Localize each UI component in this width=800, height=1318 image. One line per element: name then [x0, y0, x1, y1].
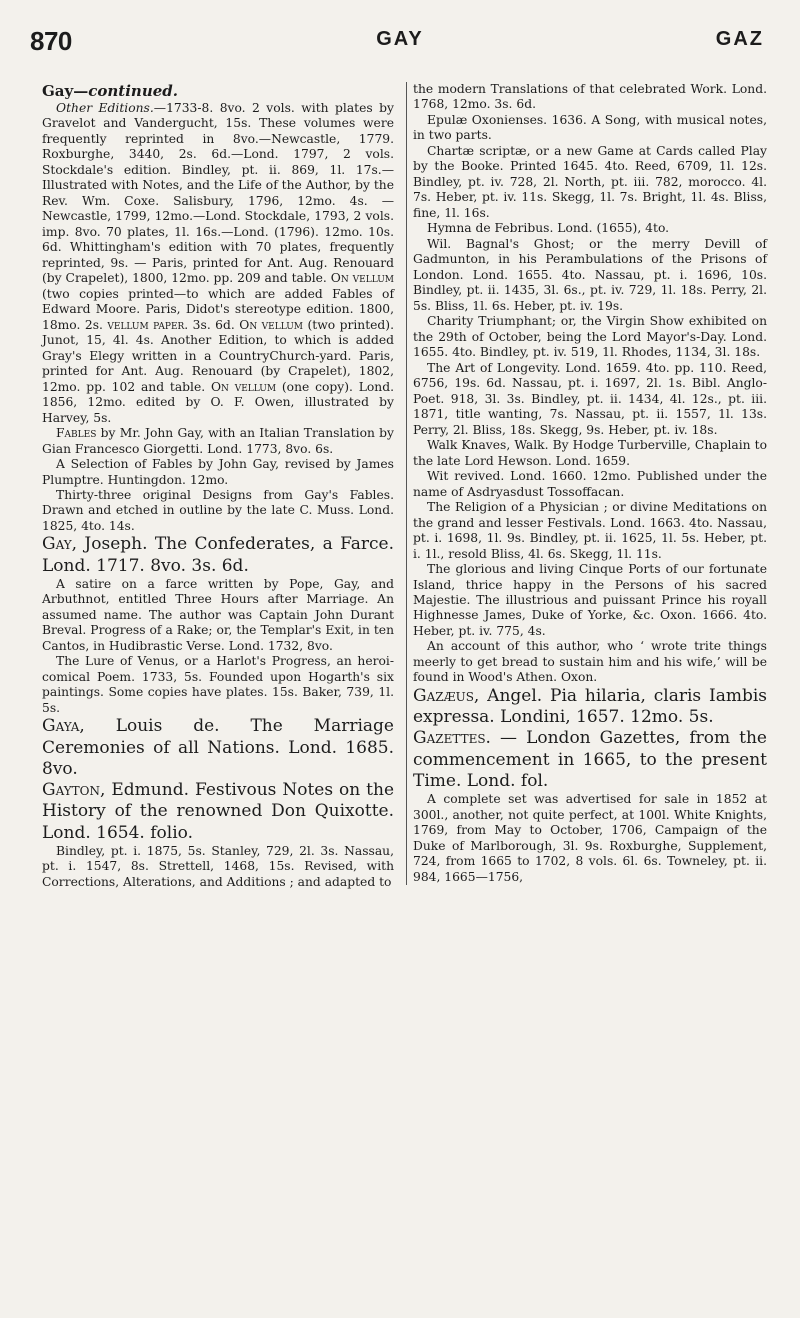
entry-text-run: Hymna de Febribus. Lond. (1655), 4to.	[427, 221, 670, 236]
entry-text-run: continued.	[88, 82, 178, 100]
right-entry-paragraph	[413, 686, 767, 729]
entry-text-run: —1733-8. 8vo. 2 vols. with plates by Gravelot and Vandergucht, 15s. These volumes were frequently reprinted in 8vo.—Newcastle, 1779. Roxburghe, 3440, 2s. 6d.—Lond. 1797, 2 vols. Stockdale's edition. Bindley, pt. ii. 869, 1l. 17s.—Illustrated with Notes, and the Life of the Author, by the Rev. Wm. Coxe. Salisbury, 1796, 12mo. 4s. — Newcastle, 1799, 12mo.—Lond. Stockdale, 1793, 2 vols. imp. 8vo. 70 plates, 1l. 16s.—Lond. (1796). 12mo. 10s. 6d. Whittingham's edition with 70 plates, frequently reprinted, 9s. — Paris, printed for Ant. Aug. Renouard (by Crapelet), 1800, 12mo. pp. 209 and table.	[42, 100, 394, 286]
entry-text-run: the modern Translations of that celebrated Work. Lond. 1768, 12mo. 3s. 6d.	[413, 82, 767, 112]
entry-text-run: 3s. 6d.	[188, 317, 240, 332]
entry-text-run: — London Gazettes, from the commencement in 1665, to the present Time. Lond. fol.	[413, 728, 767, 791]
left-entry-paragraph	[42, 101, 394, 426]
entry-text-run: Edmund. Festivous Notes on the History of the renowned Don Quixotte. Lond. 1654. folio.	[42, 780, 394, 843]
entry-text-run: The Religion of a Physician ; or divine Meditations on the grand and lesser Festivals. Lond. 1663. 4to. Nassau, pt. i. 1698, 1l. 9s. Bindley, pt. ii. 1625, 1l. 5s. Heber, pt. i. 1l., resold Bliss, 4l. 6s. Skegg, 1l. 11s.	[413, 500, 767, 561]
right-entry-paragraph	[413, 82, 767, 113]
entry-text-run: Gayton,	[42, 780, 106, 801]
entry-text-run: Wil. Bagnal's Ghost; or the merry Devill of Gadmunton, in his Perambulations of the Prisons of London. Lond. 1655. 4to. Nassau, pt. i. 1696, 10s. Bindley, pt. ii. 1435, 3l. 6s., pt. iv. 729, 1l. 18s. Perry, 2l. 5s. Bliss, 1l. 6s. Heber, pt. iv. 19s.	[413, 236, 767, 313]
right-entry-paragraph	[413, 728, 767, 792]
entry-text-run: The Art of Longevity. Lond. 1659. 4to. pp. 110. Reed, 6756, 19s. 6d. Nassau, pt. i. 1697, 2l. 1s. Bibl. Anglo-Poet. 918, 3l. 3s. Bindley, pt. ii. 1434, 4l. 12s., pt. iii. 1871, title wanting, 7s. Nassau, pt. ii. 1557, 1l. 13s. Perry, 2l. Bliss, 18s. Skegg, 9s. Heber, pt. iv. 18s.	[413, 360, 767, 437]
right-entry-paragraph	[413, 438, 767, 469]
header-keyword-right: GAZ	[715, 28, 764, 50]
entry-text-run: The Lure of Venus, or a Harlot's Progress, an heroi-comical Poem. 1733, 5s. Founded upon Hogarth's six paintings. Some copies have plates. 15s. Baker, 739, 1l. 5s.	[42, 654, 394, 715]
entry-text-run: Wit revived. Lond. 1660. 12mo. Published under the name of Asdryasdust Tossoffacan.	[413, 469, 767, 499]
right-entry-paragraph	[413, 314, 767, 360]
header-keyword-left: GAY	[376, 28, 424, 50]
entry-text-run: Angel. Pia hilaria, claris Iambis expressa. Londini, 1657. 12mo. 5s.	[413, 685, 767, 728]
entry-text-run: Gazæus,	[413, 685, 480, 706]
right-entry-paragraph	[413, 237, 767, 314]
right-entry-paragraph	[413, 144, 767, 221]
left-entry-paragraph	[42, 82, 394, 101]
left-entry-paragraph	[42, 654, 394, 716]
entry-text-run: On vellum	[330, 271, 394, 286]
right-entry-paragraph	[413, 500, 767, 562]
entry-text-run: Gaya,	[42, 716, 85, 737]
right-entry-paragraph	[413, 113, 767, 144]
page-number: 870	[30, 26, 72, 56]
left-entry-paragraph	[42, 780, 394, 844]
entry-text-run: vellum paper.	[107, 317, 189, 332]
entry-text-run: Chartæ scriptæ, or a new Game at Cards called Play by the Booke. Printed 1645. 4to. Reed, 6709, 1l. 12s. Bindley, pt. iv. 728, 2l. North, pt. iii. 782, morocco. 4l. 7s. Heber, pt. iv. 11s. Skegg, 1l. 7s. Bright, 1l. 4s. Bliss, fine, 1l. 16s.	[413, 143, 767, 220]
entry-text-run: Walk Knaves, Walk. By Hodge Turberville, Chaplain to the late Lord Hewson. Lond. 1659.	[413, 438, 767, 468]
right-entry-paragraph	[413, 469, 767, 500]
left-entry-paragraph	[42, 577, 394, 654]
left-entry-paragraph	[42, 534, 394, 577]
right-entry-paragraph	[413, 361, 767, 438]
entry-text-run: Joseph. The Confederates, a Farce. Lond. 1717. 8vo. 3s. 6d.	[42, 534, 394, 576]
entry-text-run: (two printed). Junot, 15, 4l. 4s. Another Edition, to which is added Gray's Elegy written in a CountryChurch-yard. Paris, printed for Ant. Aug. Renouard (by Crapelet), 1802, 12mo. pp. 102 and table.	[42, 317, 395, 394]
entry-text-run: A complete set was advertised for sale in 1852 at 300l., another, not quite perfect, at 100l. White Knights, 1769, from May to October, 1706, Campaign of the Duke of Marlborough, 3l. 9s. Roxburghe, Supplement, 724, from 1665 to 1702, 8 vols. 6l. 6s. Towneley, pt. ii. 984, 1665—1756,	[413, 792, 767, 884]
right-entry-paragraph	[413, 562, 767, 639]
left-entry-paragraph	[42, 426, 394, 457]
left-entry-paragraph	[42, 488, 394, 534]
entry-text-run: Gay—	[42, 82, 89, 100]
left-entry-paragraph	[42, 716, 394, 780]
entry-text-run: A satire on a farce written by Pope, Gay, and Arbuthnot, entitled Three Hours after Marriage. An assumed name. The author was Captain John Durant Breval. Progress of a Rake; or, the Templar's Exit, in ten Cantos, in Hudibrastic Verse. Lond. 1732, 8vo.	[42, 576, 394, 653]
entry-text-run: (one copy). Lond. 1856, 12mo. edited by O. F. Owen, illustrated by Harvey, 5s.	[42, 379, 394, 425]
right-entry-paragraph	[413, 792, 767, 885]
right-entry-paragraph	[413, 639, 767, 685]
entry-text-run: Louis de. The Marriage Ceremonies of all Nations. Lond. 1685. 8vo.	[42, 716, 394, 779]
entry-text-run: by Mr. John Gay, with an Italian Translation by Gian Francesco Giorgetti. Lond. 1773, 8vo. 6s.	[42, 426, 394, 456]
entry-text-run: Fables	[56, 426, 97, 441]
left-entry-paragraph	[42, 844, 394, 890]
entry-text-run: On vellum	[239, 317, 304, 332]
left-column	[42, 82, 394, 890]
entry-text-run: On vellum	[210, 379, 277, 394]
left-entry-paragraph	[42, 457, 394, 488]
entry-text-run: Gay,	[42, 534, 78, 555]
entry-text-run: An account of this author, who ‘ wrote trite things meerly to get bread to sustain him and his wife,’ will be found in Wood's Athen. Oxon.	[413, 639, 767, 685]
entry-text-run: Bindley, pt. i. 1875, 5s. Stanley, 729, 2l. 3s. Nassau, pt. i. 1547, 8s. Strettell, 1468, 15s. Revised, with Corrections, Alterations, and Additions ; and adapted to	[42, 843, 394, 889]
entry-text-run: The glorious and living Cinque Ports of our fortunate Island, thrice happy in the Persons of his sacred Majestie. The illustrious and puissant Prince his royall Highnesse James, Duke of Yorke, &c. Oxon. 1666. 4to. Heber, pt. iv. 775, 4s.	[413, 562, 767, 638]
entry-text-run: Epulæ Oxonienses. 1636. A Song, with musical notes, in two parts.	[413, 112, 767, 143]
entry-text-run: Thirty-three original Designs from Gay's Fables. Drawn and etched in outline by the late C. Muss. Lond. 1825, 4to. 14s.	[42, 488, 394, 533]
entry-text-run: (two copies printed—to which are added Fables of Edward Moore. Paris, Didot's stereotype edition. 1800, 18mo. 2s.	[42, 286, 394, 332]
entry-text-run: A Selection of Fables by John Gay, revised by James Plumptre. Huntingdon. 12mo.	[42, 457, 394, 487]
running-header	[30, 26, 770, 62]
right-column	[406, 82, 767, 885]
entry-text-run: Gazettes.	[413, 728, 491, 749]
entry-text-run: Other Editions.	[56, 100, 154, 115]
entry-text-run: Charity Triumphant; or, the Virgin Show exhibited on the 29th of October, being the Lord Mayor's-Day. Lond. 1655. 4to. Bindley, pt. iv. 519, 1l. Rhodes, 1134, 3l. 18s.	[413, 314, 767, 360]
right-entry-paragraph	[413, 221, 767, 236]
